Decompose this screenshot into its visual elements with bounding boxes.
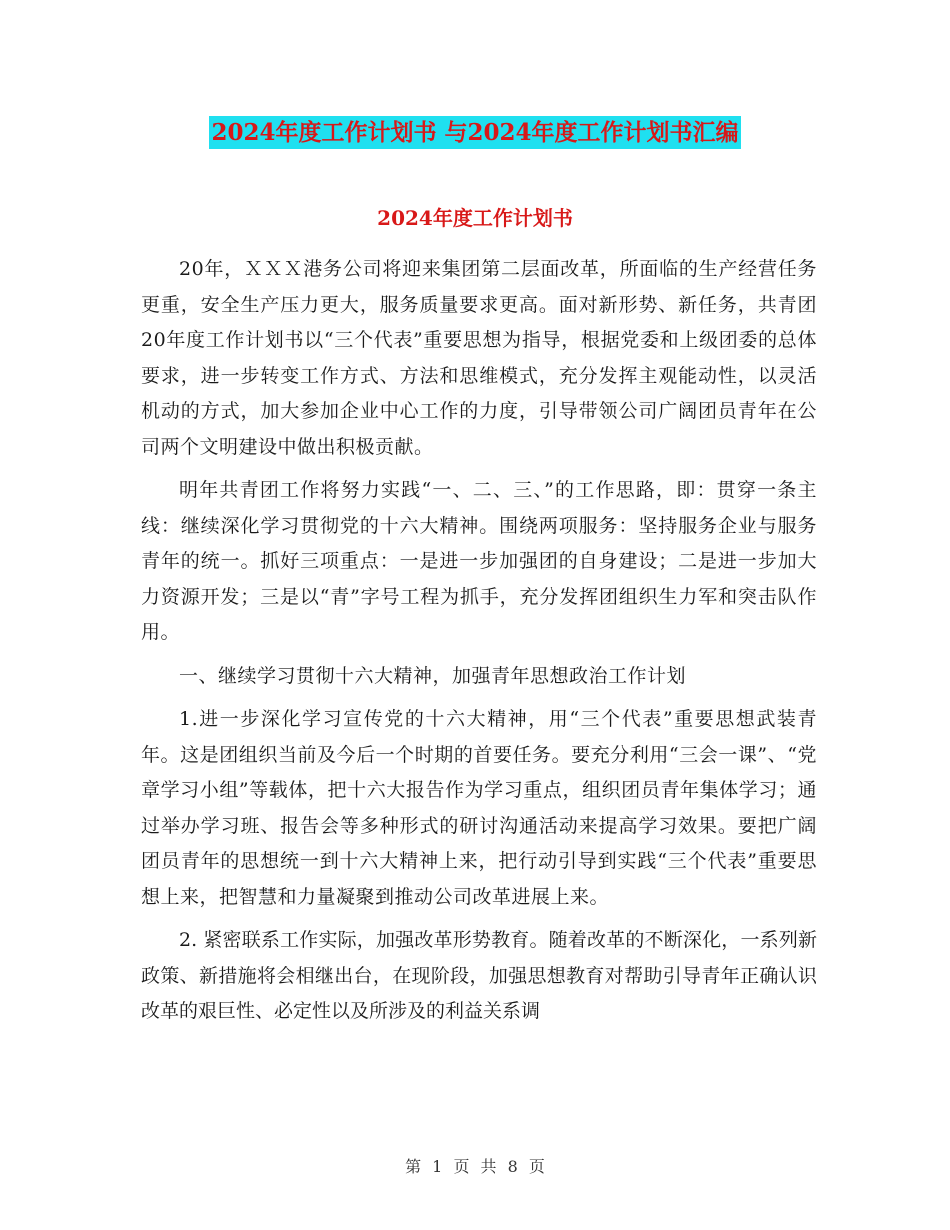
page-footer: 第 1 页 共 8 页 xyxy=(405,1157,545,1176)
document-body xyxy=(141,252,817,1038)
paragraph-heading-one: 一、继续学习贯彻十六大精神，加强青年思想政治工作计划 xyxy=(179,664,687,687)
document-main-title xyxy=(0,110,950,148)
section-title: 2024年度工作计划书 xyxy=(377,206,573,230)
paragraph-work-ideas: 明年共青团工作将努力实践“一、二、三、”的工作思路，即：贯穿一条主线：继续深化学习贯彻党的十六大精神。围绕两项服务：坚持服务企业与服务青年的统一。抓好三项重点：一是进一步加强团的自身建设；二是进一步加大力资源开发；三是以“青”字号工程为抓手，充分发挥团组织生力军和突击队作用。 xyxy=(141,479,817,643)
paragraph-intro: 20年，ＸＸＸ港务公司将迎来集团第二层面改革，所面临的生产经营任务更重，安全生产压力更大，服务质量要求更高。面对新形势、新任务，共青团20年度工作计划书以“三个代表”重要思想为指导，根据党委和上级团委的总体要求，进一步转变工作方式、方法和思维模式，充分发挥主观能动性，以灵活机动的方式，加大参加企业中心工作的力度，引导带领公司广阔团员青年在公司两个文明建设中做出积极贡献。 xyxy=(141,258,817,458)
paragraph-item-2: 2. 紧密联系工作实际，加强改革形势教育。随着改革的不断深化，一系列新政策、新措施将会相继出台，在现阶段，加强思想教育对帮助引导青年正确认识改革的艰巨性、必定性以及所涉及的利益关系调 xyxy=(141,929,817,1022)
main-title-highlight: 2024年度工作计划书 与2024年度工作计划书汇编 xyxy=(209,116,740,149)
paragraph-item-1: 1.进一步深化学习宣传党的十六大精神，用“三个代表”重要思想武装青年。这是团组织当前及今后一个时期的首要任务。要充分利用“三会一课”、“党章学习小组”等载体，把十六大报告作为学习重点，组织团员青年集体学习；通过举办学习班、报告会等多种形式的研讨沟通活动来提高学习效果。要把广阔团员青年的思想统一到十六大精神上来，把行动引导到实践“三个代表”重要思想上来，把智慧和力量凝聚到推动公司改革进展上来。 xyxy=(141,708,817,908)
